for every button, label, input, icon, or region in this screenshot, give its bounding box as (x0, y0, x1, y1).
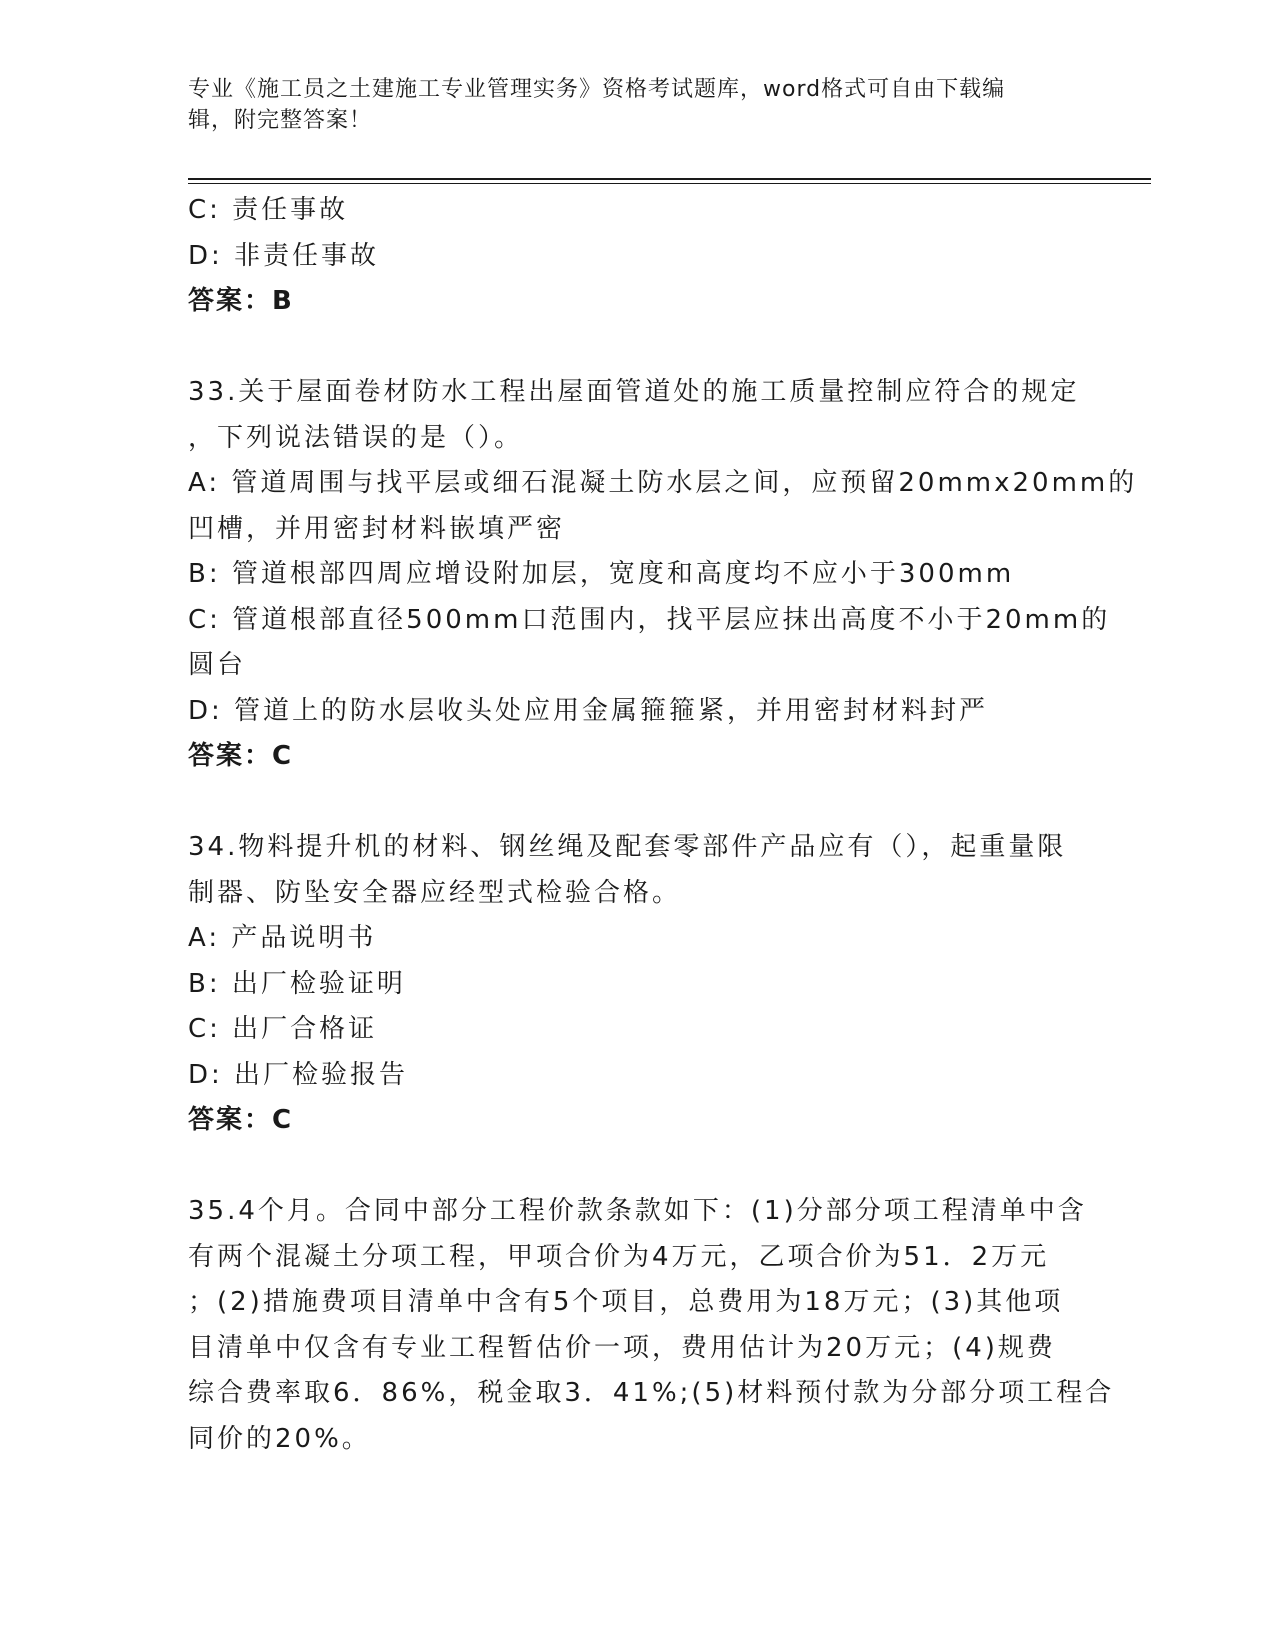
option-c: C: 出厂合格证 (188, 1014, 378, 1044)
question-stem: 33.关于屋面卷材防水工程出屋面管道处的施工质量控制应符合的规定 (188, 377, 1080, 407)
spacer (188, 1144, 1088, 1190)
option-d: D: 出厂检验报告 (188, 1059, 409, 1090)
question-32-tail (188, 188, 1088, 325)
header-line-1: 专业《施工员之土建施工专业管理实务》资格考试题库，word格式可自由下载编 (188, 77, 1006, 102)
question-stem: 同价的20%。 (188, 1423, 371, 1454)
answer: 答案：C (188, 1105, 294, 1135)
page-header (188, 74, 1068, 136)
option-c: C: 责任事故 (188, 195, 349, 225)
question-stem: 34.物料提升机的材料、钢丝绳及配套零部件产品应有（），起重量限 (188, 832, 1067, 862)
question-stem: ，下列说法错误的是（）。 (188, 422, 524, 453)
option-c: C: 管道根部直径500mm口范围内，找平层应抹出高度不小于20mm的 (188, 604, 1111, 635)
question-35 (188, 1189, 1115, 1462)
option-b: B: 管道根部四周应增设附加层，宽度和高度均不应小于300mm (188, 559, 1015, 589)
option-c-continued: 圆台 (188, 650, 247, 680)
option-d: D: 管道上的防水层收头处应用金属箍箍紧，并用密封材料封严 (188, 695, 989, 726)
header-rule-thick (188, 178, 1151, 180)
header-rule-thin (188, 183, 1151, 184)
header-line-2: 辑，附完整答案！ (188, 108, 373, 133)
question-stem: 综合费率取6．86%，税金取3．41%;(5)材料预付款为分部分项工程合 (188, 1378, 1115, 1408)
question-34 (188, 825, 1088, 1144)
question-content (188, 188, 1138, 1462)
option-a: A: 产品说明书 (188, 923, 377, 953)
spacer (188, 325, 1088, 371)
question-stem: 有两个混凝土分项工程，甲项合价为4万元，乙项合价为51．2万元 (188, 1241, 1050, 1272)
option-d: D: 非责任事故 (188, 240, 380, 271)
spacer (188, 780, 1088, 826)
question-stem: 35.4个月。合同中部分工程价款条款如下：(1)分部分项工程清单中含 (188, 1196, 1087, 1226)
option-b: B: 出厂检验证明 (188, 968, 406, 999)
question-33 (188, 370, 1138, 780)
answer: 答案：C (188, 741, 294, 771)
question-stem: 制器、防坠安全器应经型式检验合格。 (188, 877, 682, 908)
answer: 答案：B (188, 286, 294, 316)
option-a-continued: 凹槽，并用密封材料嵌填严密 (188, 513, 566, 544)
question-stem: ；(2)措施费项目清单中含有5个项目，总费用为18万元；(3)其他项 (188, 1287, 1064, 1317)
question-stem: 目清单中仅含有专业工程暂估价一项，费用估计为20万元；(4)规费 (188, 1332, 1056, 1363)
option-a: A: 管道周围与找平层或细石混凝土防水层之间，应预留20mmx20mm的 (188, 468, 1138, 498)
